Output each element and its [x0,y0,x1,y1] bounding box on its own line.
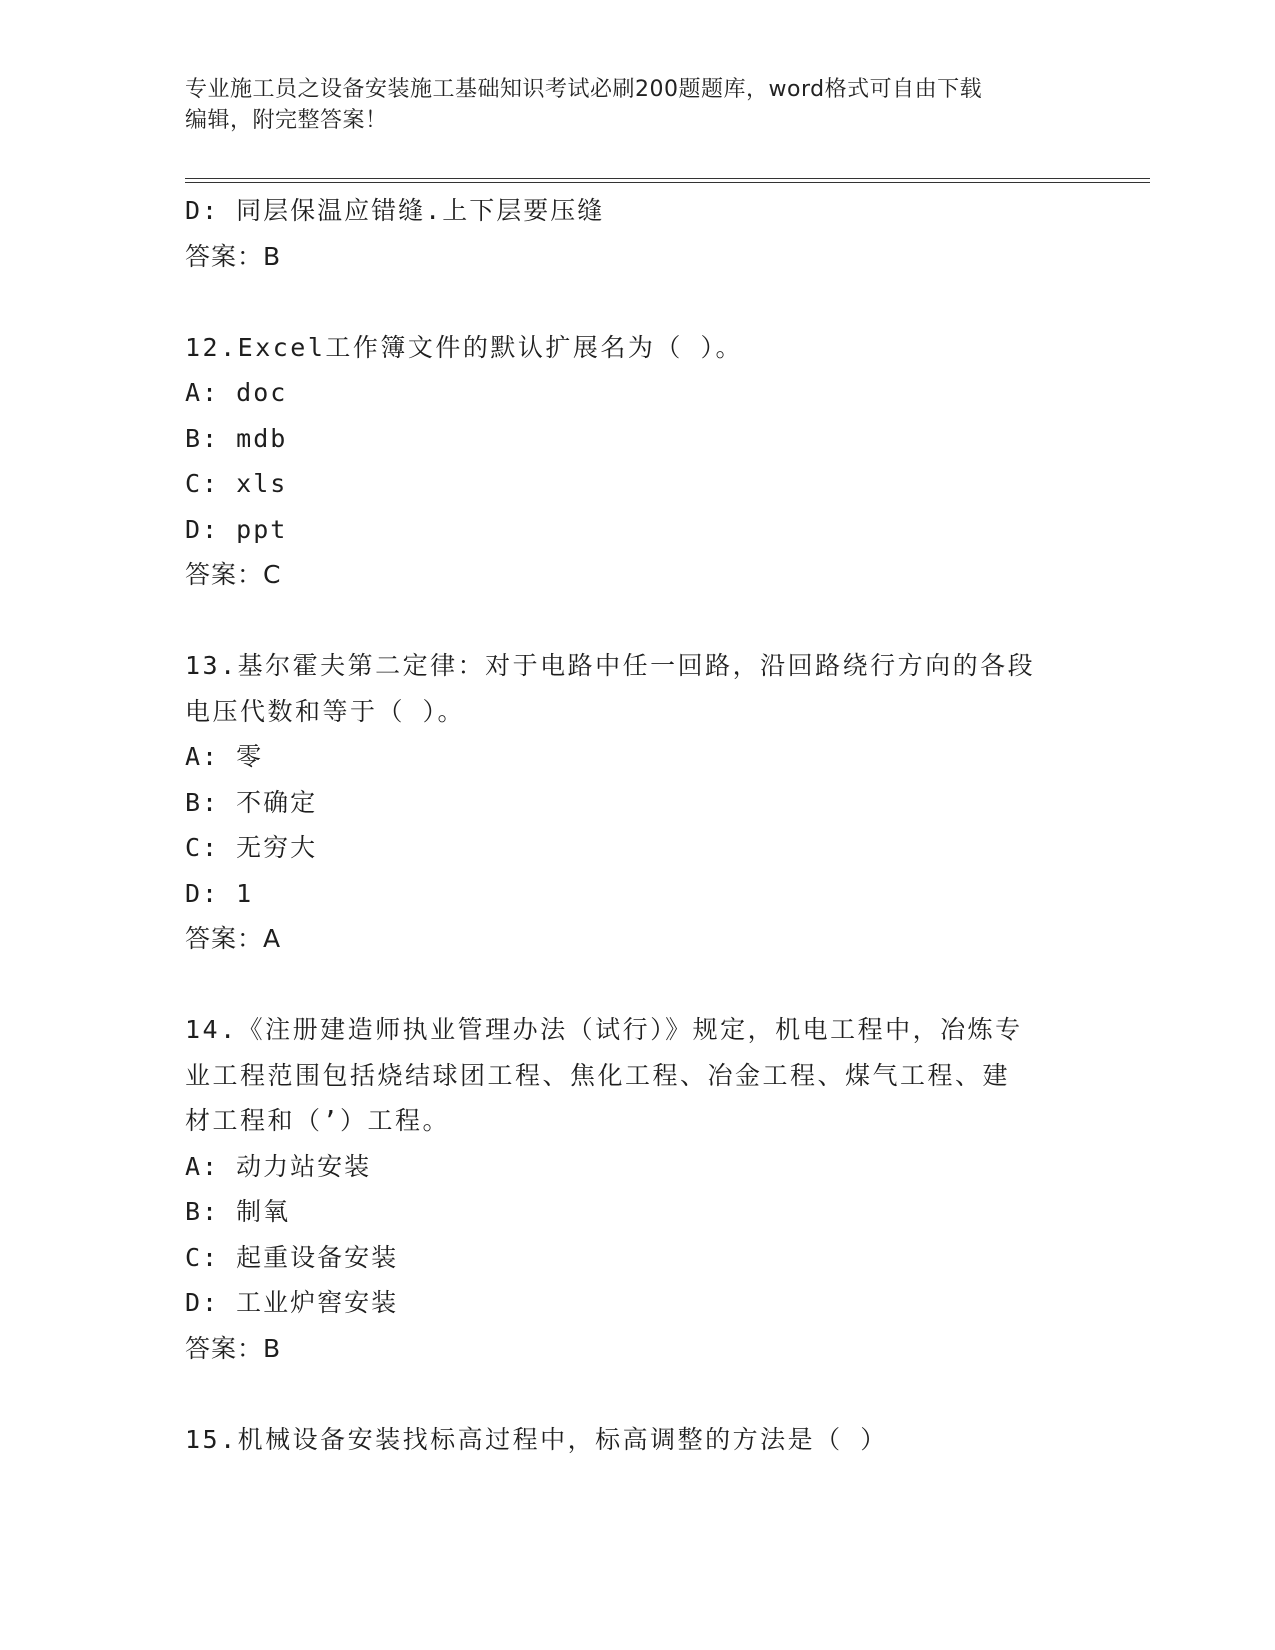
answer-line: 答案：B [185,1333,282,1363]
question-stem: 15.机械设备安装找标高过程中，标高调整的方法是（ ） [185,1424,888,1454]
spacer [185,279,1085,325]
option-d: D: 工业炉窖安装 [185,1288,399,1317]
option-d: D: 同层保温应错缝.上下层要压缝 [185,196,605,225]
spacer [185,598,1085,644]
option-c: C: 起重设备安装 [185,1242,399,1272]
question-stem: 12.Excel工作簿文件的默认扩展名为（ ）。 [185,332,743,362]
question-stem-line-2: 电压代数和等于（ ）。 [185,696,466,726]
option-a: A: 动力站安装 [185,1151,372,1181]
option-b: B: 制氧 [185,1197,291,1226]
answer-line: 答案：A [185,924,282,953]
option-d: D: 1 [185,878,254,908]
question-stem-line-1: 13.基尔霍夫第二定律：对于电路中任一回路，沿回路绕行方向的各段 [185,651,1036,680]
answer-line: 答案：B [185,241,282,271]
header-double-rule [185,178,1150,183]
option-c: C: xls [185,469,288,498]
question-content [185,188,1085,1462]
question-stem-line-1: 14.《注册建造师执业管理办法（试行）》规定，机电工程中，冶炼专 [185,1015,1023,1044]
option-b: B: mdb [185,423,288,453]
header-title-line-1: 专业施工员之设备安装施工基础知识考试必刷200题题库，word格式可自由下载 [185,77,983,102]
option-b: B: 不确定 [185,787,318,817]
question-12 [185,325,1085,598]
option-a: A: 零 [185,742,264,771]
option-d: D: ppt [185,514,288,544]
document-header [185,74,1065,136]
option-a: A: doc [185,378,288,407]
question-15 [185,1417,1085,1463]
question-14 [185,1007,1085,1371]
question-13 [185,643,1085,962]
spacer [185,962,1085,1008]
question-stem-line-2: 业工程范围包括烧结球团工程、焦化工程、冶金工程、煤气工程、建 [185,1060,1011,1090]
question-stem-line-3: 材工程和（’）工程。 [185,1106,451,1135]
option-c: C: 无穷大 [185,833,318,862]
header-title-line-2: 编辑，附完整答案！ [185,108,388,133]
answer-line: 答案：C [185,560,282,589]
previous-question-tail [185,188,1085,279]
spacer [185,1371,1085,1417]
